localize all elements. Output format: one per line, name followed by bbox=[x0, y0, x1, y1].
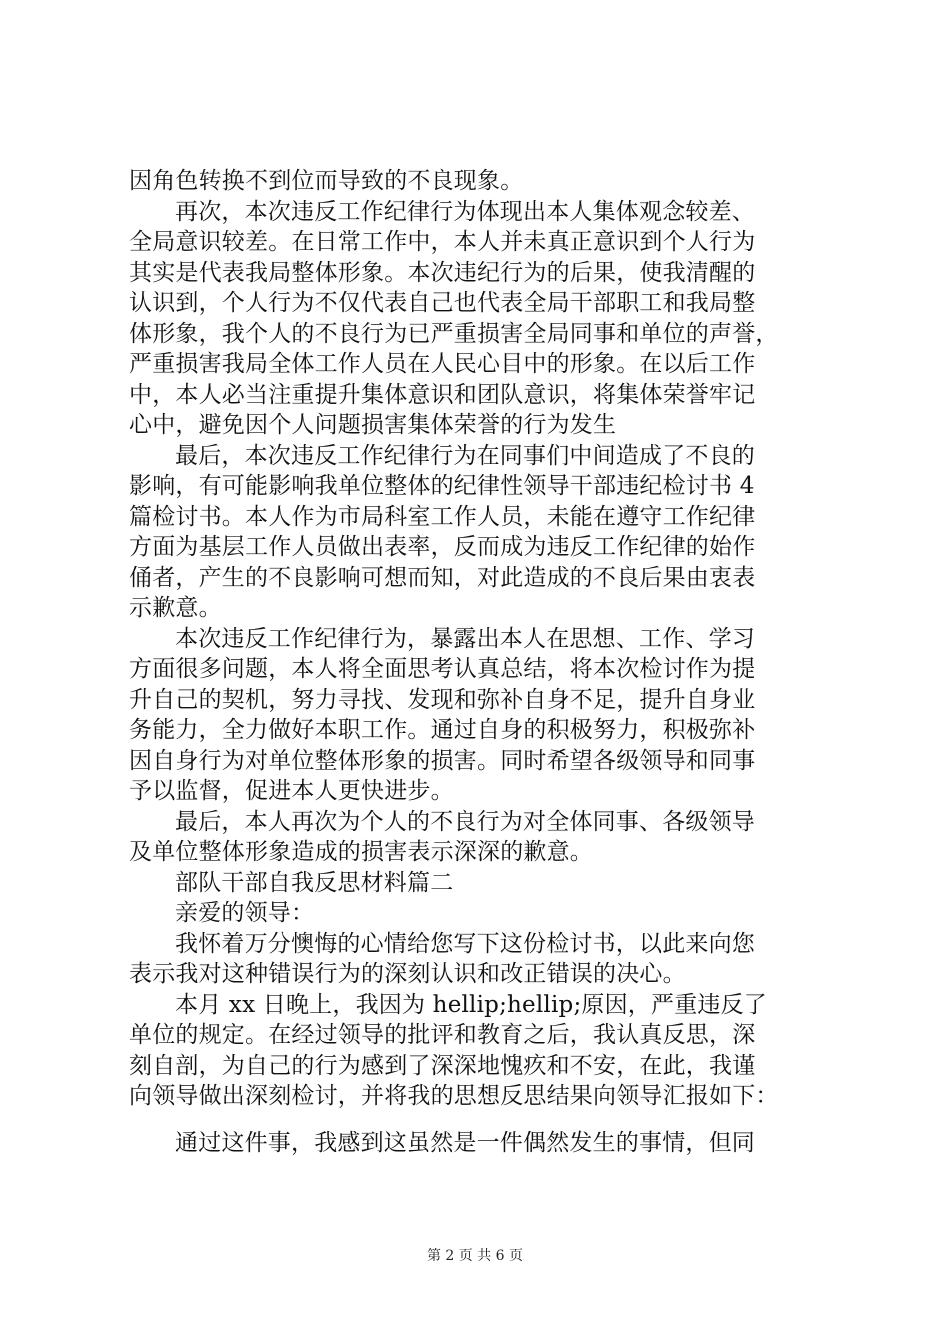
text-line: 示歉意。 bbox=[129, 595, 222, 621]
text-line: 影响，有可能影响我单位整体的纪律性领导干部违纪检讨书 4 bbox=[129, 473, 755, 499]
salutation: 亲爱的领导： bbox=[175, 900, 315, 926]
document-body bbox=[129, 166, 829, 1158]
text-line: 心中，避免因个人问题损害集体荣誉的行为发生 bbox=[129, 412, 617, 438]
text-line: 严重损害我局全体工作人员在人民心目中的形象。在以后工作 bbox=[129, 351, 756, 377]
text-line: 最后，本人再次为个人的不良行为对全体同事、各级领导 bbox=[175, 808, 755, 835]
text-line: 务能力，全力做好本职工作。通过自身的积极努力，积极弥补 bbox=[129, 717, 756, 743]
text-line: 方面很多问题，本人将全面思考认真总结，将本次检讨作为提 bbox=[129, 656, 756, 682]
text-line: 及单位整体形象造成的损害表示深深的歉意。 bbox=[129, 839, 593, 865]
text-line: 俑者，产生的不良影响可想而知，对此造成的不良后果由衷表 bbox=[129, 564, 756, 591]
text-line: 向领导做出深刻检讨，并将我的思想反思结果向领导汇报如下： bbox=[129, 1083, 779, 1109]
text-line: 因角色转换不到位而导致的不良现象。 bbox=[129, 168, 524, 194]
text-line: 我怀着万分懊悔的心情给您写下这份检讨书，以此来向您 bbox=[175, 930, 755, 957]
text-line: 方面为基层工作人员做出表率，反而成为违反工作纪律的始作 bbox=[129, 534, 756, 560]
text-line: 其实是代表我局整体形象。本次违纪行为的后果，使我清醒的 bbox=[129, 259, 756, 286]
text-line: 单位的规定。在经过领导的批评和教育之后，我认真反思，深 bbox=[129, 1022, 756, 1048]
text-line: 刻自剖，为自己的行为感到了深深地愧疚和不安，在此，我谨 bbox=[129, 1052, 756, 1079]
text-line: 全局意识较差。在日常工作中，本人并未真正意识到个人行为 bbox=[129, 229, 756, 255]
text-line: 再次，本次违反工作纪律行为体现出本人集体观念较差、 bbox=[175, 198, 755, 225]
text-line: 最后，本次违反工作纪律行为在同事们中间造成了不良的 bbox=[175, 442, 755, 469]
text-line: 体形象，我个人的不良行为已严重损害全局同事和单位的声誉， bbox=[129, 320, 779, 347]
text-line: 篇检讨书。本人作为市局科室工作人员，未能在遵守工作纪律 bbox=[129, 503, 756, 530]
text-line: 通过这件事，我感到这虽然是一件偶然发生的事情，但同 bbox=[175, 1129, 755, 1156]
section-heading: 部队干部自我反思材料篇二 bbox=[175, 869, 454, 896]
text-line: 因自身行为对单位整体形象的损害。同时希望各级领导和同事 bbox=[129, 747, 756, 774]
text-line: 中，本人必当注重提升集体意识和团队意识，将集体荣誉牢记 bbox=[129, 381, 756, 408]
text-line: 认识到，个人行为不仅代表自己也代表全局干部职工和我局整 bbox=[129, 290, 756, 316]
text-line: 升自己的契机，努力寻找、发现和弥补自身不足，提升自身业 bbox=[129, 686, 756, 713]
page-footer: 第 2 页 共 6 页 bbox=[426, 1248, 524, 1264]
text-line: 本月 xx 日晚上，我因为 hellip;hellip;原因，严重违反了 bbox=[175, 991, 768, 1018]
text-line: 本次违反工作纪律行为，暴露出本人在思想、工作、学习 bbox=[175, 625, 755, 652]
text-line: 表示我对这种错误行为的深刻认识和改正错误的决心。 bbox=[129, 961, 686, 987]
text-line: 予以监督，促进本人更快进步。 bbox=[129, 778, 454, 804]
